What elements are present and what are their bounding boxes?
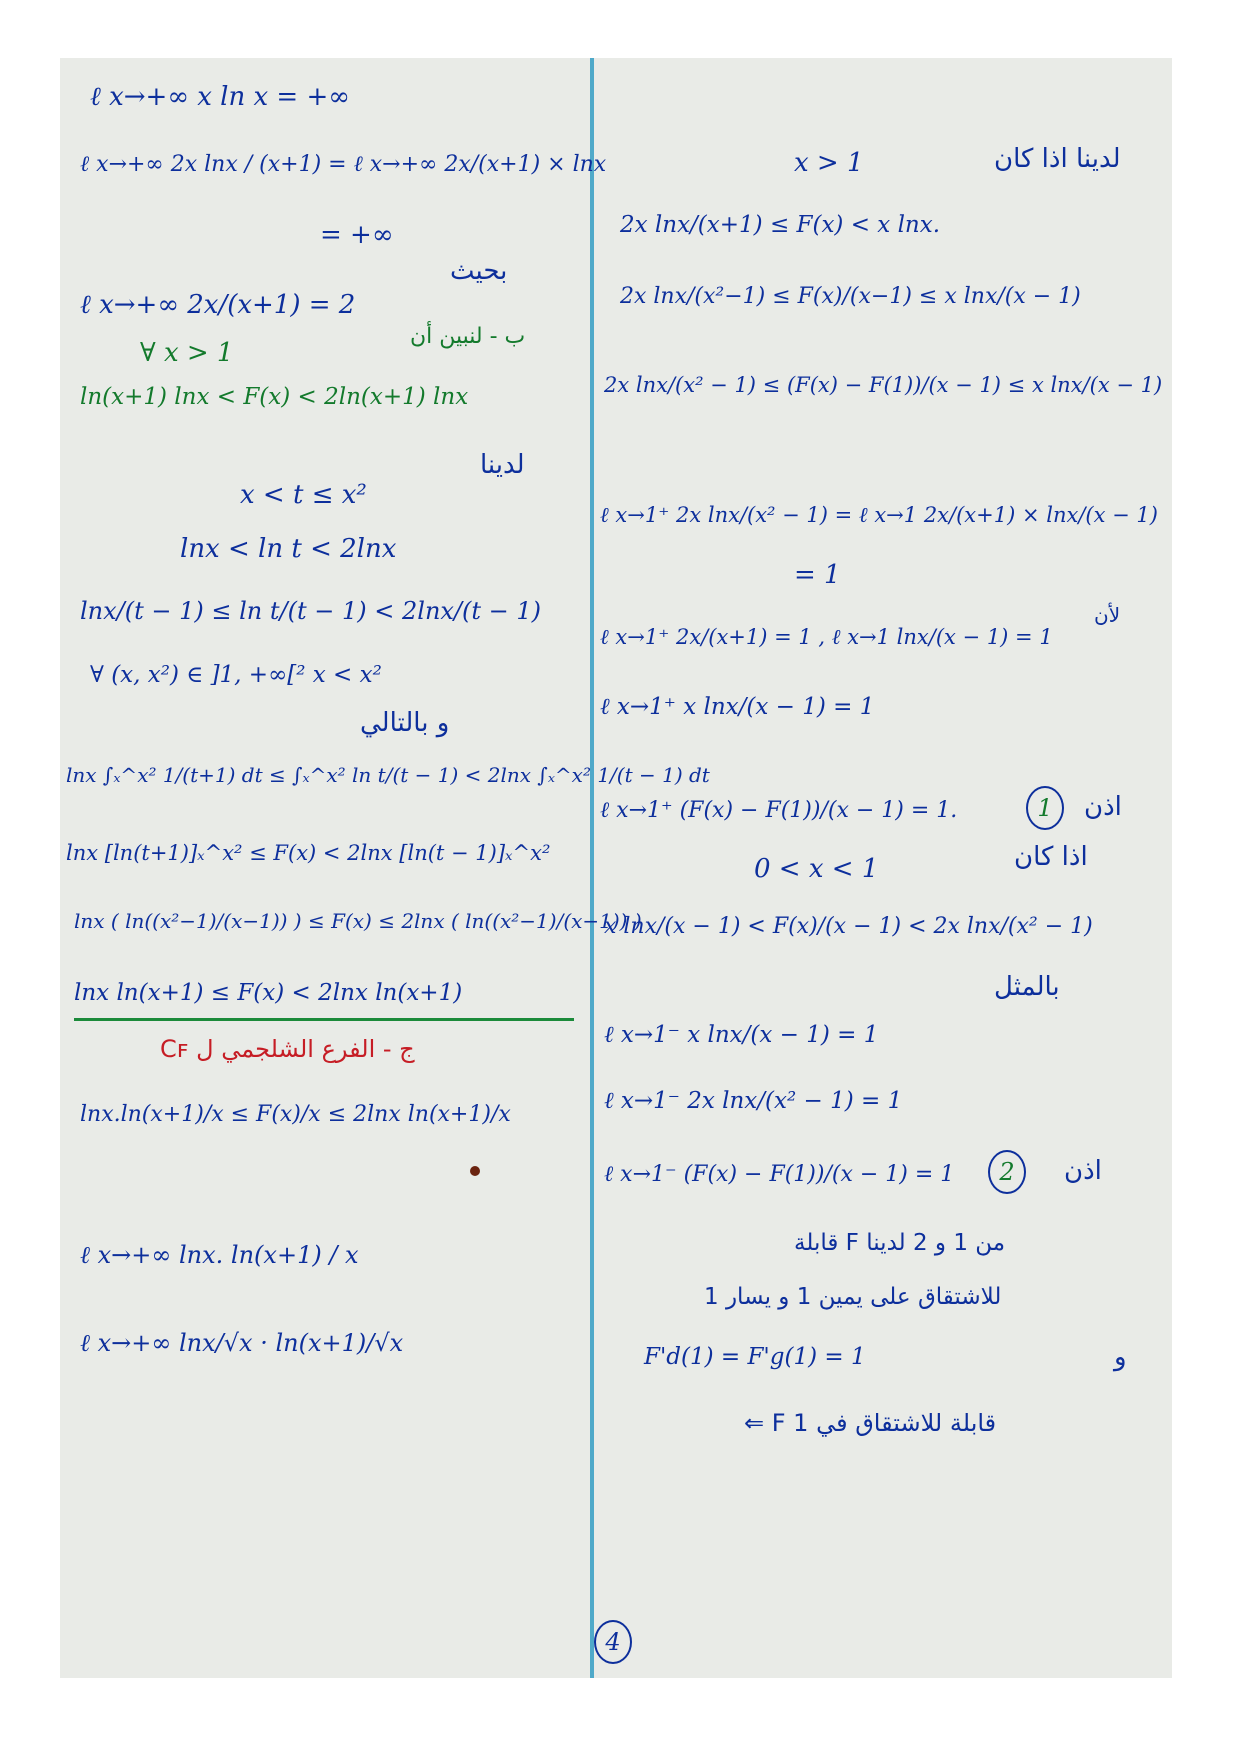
left-column [60, 58, 710, 1678]
arabic-differentiable-right-left: للاشتقاق على يمين 1 و يسار 1 [704, 1284, 1002, 1310]
left-derivative-limit: ℓ x→1⁻ (F(x) − F(1))/(x − 1) = 1 [604, 1162, 955, 1187]
derivative-equality: F'd(1) = F'g(1) = 1 [644, 1344, 866, 1370]
divided-inequality: lnx.ln(x+1)/x ≤ F(x)/x ≤ 2lnx ln(x+1)/x [80, 1102, 511, 1127]
right-derivative-limit: ℓ x→1⁺ (F(x) − F(1))/(x − 1) = 1. [600, 798, 958, 823]
ln-bounds: lnx < ln t < 2lnx [180, 534, 397, 564]
right-ineq-3: 2x lnx/(x² − 1) ≤ (F(x) − F(1))/(x − 1) ≤ x lnx/(x − 1) [604, 373, 1163, 397]
right-column [594, 58, 1172, 1678]
ink-dot [470, 1166, 480, 1176]
arabic-and: و [1114, 1342, 1127, 1372]
right-limits-2: ℓ x→1⁺ 2x/(x+1) = 1 , ℓ x→1 lnx/(x − 1) = 1 [600, 625, 1053, 649]
right-ineq-2: 2x lnx/(x²−1) ≤ F(x)/(x−1) ≤ x lnx/(x − 1) [620, 284, 1081, 309]
right-limit-3: ℓ x→1⁺ x lnx/(x − 1) = 1 [600, 694, 875, 720]
right-limit-1-result: = 1 [794, 560, 841, 590]
limit-sqrt-form: ℓ x→+∞ lnx/√x · ln(x+1)/√x [80, 1329, 404, 1357]
bracket-inequality: lnx [ln(t+1)]ₓ^x² ≤ F(x) < 2lnx [ln(t − 1)]ₓ^x² [66, 841, 551, 865]
x-between-0-1: 0 < x < 1 [754, 854, 879, 884]
section-c-heading: ج - الفرع الشلجمي ل Cꜰ [160, 1035, 415, 1063]
section-b-heading: ب - لنبين أن [410, 324, 526, 349]
final-inequality: lnx ln(x+1) ≤ F(x) < 2lnx ln(x+1) [74, 980, 463, 1006]
limit-2x-over-x1: ℓ x→+∞ 2x/(x+1) = 2 [80, 290, 356, 320]
arabic-conclusion: ⇐ F قابلة للاشتقاق في 1 [744, 1409, 997, 1437]
log-ratio-inequality: lnx ( ln((x²−1)/(x−1)) ) ≤ F(x) ≤ 2lnx ( ln((x²−1)/(x−1)) ) [74, 909, 642, 933]
arabic-from-1-and-2: من 1 و 2 لدينا F قابلة [794, 1230, 1006, 1256]
t-bounds: x < t ≤ x² [240, 480, 367, 510]
integral-inequality: lnx ∫ₓ^x² 1/(t+1) dt ≤ ∫ₓ^x² ln t/(t − 1) < 2lnx ∫ₓ^x² 1/(t − 1) dt [66, 763, 710, 787]
arabic-we-have: لدينا [480, 450, 525, 480]
fraction-bounds: lnx/(t − 1) ≤ ln t/(t − 1) < 2lnx/(t − 1) [80, 597, 542, 625]
limit-2xlnx: ℓ x→+∞ 2x lnx / (x+1) = ℓ x→+∞ 2x/(x+1) × lnx [80, 152, 607, 177]
right-ineq-1: 2x lnx/(x+1) ≤ F(x) < x lnx. [620, 212, 941, 238]
right-limit-1: ℓ x→1⁺ 2x lnx/(x² − 1) = ℓ x→1 2x/(x+1) × lnx/(x − 1) [600, 503, 1158, 527]
arabic-if-we-have: لدينا اذا كان [994, 144, 1121, 174]
arabic-similarly: بالمثل [994, 972, 1060, 1002]
arabic-if-case: اذا كان [1014, 842, 1088, 872]
left-limit-2: ℓ x→1⁻ 2x lnx/(x² − 1) = 1 [604, 1088, 903, 1114]
inequality-to-prove: ln(x+1) lnx < F(x) < 2ln(x+1) lnx [80, 384, 469, 410]
eq-number-2: 2 [988, 1150, 1026, 1194]
arabic-therefore: و بالتالي [360, 708, 450, 738]
domain-statement: ∀ (x, x²) ∈ ]1, +∞[² x < x² [90, 662, 382, 688]
page-number: 4 [594, 1620, 632, 1664]
arabic-then-1: اذن [1084, 792, 1122, 822]
eq-number-1: 1 [1026, 786, 1064, 830]
underline-final [74, 1018, 574, 1021]
arabic-then-2: اذن [1064, 1156, 1102, 1186]
right-ineq-4: x lnx/(x − 1) < F(x)/(x − 1) < 2x lnx/(x² − 1) [604, 914, 1093, 939]
left-limit-1: ℓ x→1⁻ x lnx/(x − 1) = 1 [604, 1022, 879, 1048]
limit-xlnx: ℓ x→+∞ x ln x = +∞ [90, 82, 350, 112]
limit-result: = +∞ [320, 220, 394, 250]
for-all-x: ∀ x > 1 [140, 338, 234, 368]
arabic-because: بحيث [450, 256, 508, 286]
x-greater-1: x > 1 [794, 148, 864, 178]
limit-lnx-ln: ℓ x→+∞ lnx. ln(x+1) / x [80, 1241, 359, 1269]
arabic-because: لأن [1094, 603, 1121, 627]
